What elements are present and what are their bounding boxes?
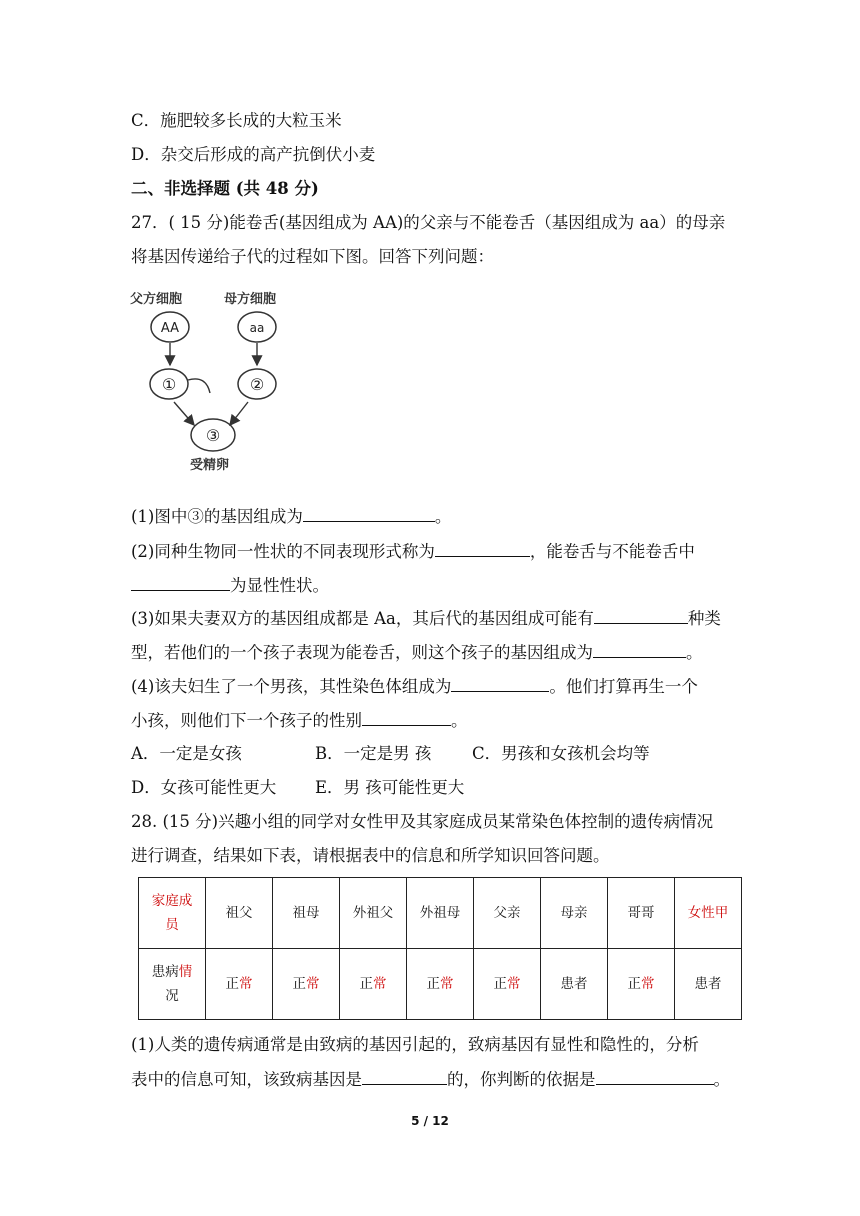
arrow-egg-to-zygote xyxy=(230,402,248,425)
q27-sub2-line2 xyxy=(131,574,329,597)
q27-sub4-line1 xyxy=(131,675,698,698)
answer-blank-sex-chromosomes[interactable] xyxy=(451,675,549,692)
member-maternal-grandfather: 外祖父 xyxy=(340,878,407,949)
member-grandfather: 祖父 xyxy=(206,878,273,949)
q27-sub3-line2 xyxy=(131,641,703,664)
table-status-row xyxy=(139,949,742,1020)
q27-sub3-line1 xyxy=(131,607,721,630)
option-d: D．杂交后形成的高产抗倒伏小麦 xyxy=(131,145,376,164)
q28-sub1-line1: (1)人类的遗传病通常是由致病的基因引起的，致病基因有显性和隐性的，分析 xyxy=(131,1035,699,1054)
member-mother: 母亲 xyxy=(541,878,608,949)
sperm-number: ① xyxy=(161,375,177,394)
answer-blank-relative-traits[interactable] xyxy=(435,540,530,557)
q27-option-d: D．女孩可能性更大 xyxy=(131,778,277,797)
father-genotype: AA xyxy=(160,321,180,336)
member-maternal-grandmother: 外祖母 xyxy=(407,878,474,949)
status-maternal-grandmother: 正常 xyxy=(407,949,474,1020)
zygote-number: ③ xyxy=(205,426,221,445)
status-label-line2: 况 xyxy=(165,988,179,1004)
answer-blank-reason[interactable] xyxy=(596,1068,714,1085)
table-header-row xyxy=(139,878,742,949)
status-grandfather: 正常 xyxy=(206,949,273,1020)
q27-sub4-text-a: (4)该夫妇生了一个男孩，其性染色体组成为 xyxy=(131,677,452,696)
q27-sub4-text-d: 。 xyxy=(451,711,468,730)
q27-option-b: B．一定是男 孩 xyxy=(315,744,432,763)
status-label-part2: 情 xyxy=(178,964,193,980)
q27-sub1-text: (1)图中③的基因组成为 xyxy=(131,507,303,526)
sperm-tail xyxy=(188,379,210,393)
answer-blank-genotype-types[interactable] xyxy=(594,607,688,624)
header-label-cell xyxy=(139,878,206,949)
q28-sub1-text-c: 。 xyxy=(713,1070,730,1089)
q27-sub2-text-b: ，能卷舌与不能卷舌中 xyxy=(529,542,695,561)
zygote-label: 受精卵 xyxy=(190,458,230,473)
q28-sub1-text-a: 表中的信息可知，该致病基因是 xyxy=(131,1070,362,1089)
q27-sub2-text-a: (2)同种生物同一性状的不同表现形式称为 xyxy=(131,542,435,561)
status-female-a: 患者 xyxy=(675,949,742,1020)
q28-sub1-line2 xyxy=(131,1068,730,1091)
q27-sub2-line1 xyxy=(131,540,695,563)
father-cell-label: 父方细胞 xyxy=(130,292,183,307)
egg-number: ② xyxy=(249,375,265,394)
status-brother: 正常 xyxy=(608,949,675,1020)
q28-stem-line1: 28. (15 分)兴趣小组的同学对女性甲及其家庭成员某常染色体控制的遗传病情况 xyxy=(131,812,714,831)
q27-sub3-text-c: 型，若他们的一个孩子表现为能卷舌，则这个孩子的基因组成为 xyxy=(131,643,593,662)
mother-cell-label: 母方细胞 xyxy=(224,292,277,307)
answer-blank-child-genotype[interactable] xyxy=(593,641,686,658)
answer-blank-gene-type[interactable] xyxy=(362,1068,447,1085)
q27-sub3-text-d: 。 xyxy=(686,643,703,662)
q27-sub1-end: 。 xyxy=(434,507,452,526)
answer-blank-dominant-trait[interactable] xyxy=(131,574,230,591)
q27-sub1 xyxy=(131,505,451,528)
q27-option-c: C．男孩和女孩机会均等 xyxy=(472,744,650,763)
q28-stem-line2: 进行调查，结果如下表，请根据表中的信息和所学知识回答问题。 xyxy=(131,846,610,865)
q27-sub4-text-b: 。他们打算再生一个 xyxy=(549,677,698,696)
q27-stem-line2: 将基因传递给子代的过程如下图。回答下列问题： xyxy=(131,247,494,266)
q27-option-e: E．男 孩可能性更大 xyxy=(315,778,465,797)
answer-blank-genotype-3[interactable] xyxy=(303,505,435,522)
q27-sub3-text-b: 种类 xyxy=(687,609,721,628)
q28-sub1-text-b: 的，你判断的依据是 xyxy=(447,1070,596,1089)
arrow-sperm-to-zygote xyxy=(174,402,194,425)
q27-sub4-line2 xyxy=(131,709,468,732)
status-father: 正常 xyxy=(474,949,541,1020)
member-female-a: 女性甲 xyxy=(675,878,742,949)
q27-sub4-text-c: 小孩，则他们下一个孩子的性别 xyxy=(131,711,362,730)
q27-option-a: A．一定是女孩 xyxy=(131,744,242,763)
header-label-line2: 员 xyxy=(165,917,179,933)
q27-sub3-text-a: (3)如果夫妻双方的基因组成都是 Aa，其后代的基因组成可能有 xyxy=(131,609,594,628)
header-label-line1: 家庭成 xyxy=(151,893,193,909)
option-c: C．施肥较多长成的大粒玉米 xyxy=(131,111,342,130)
mother-genotype: aa xyxy=(249,321,265,335)
q27-stem-line1: 27．( 15 分)能卷舌(基因组成为 AA)的父亲与不能卷舌（基因组成为 aa）的母亲 xyxy=(131,213,726,232)
member-grandmother: 祖母 xyxy=(273,878,340,949)
status-label-cell xyxy=(139,949,206,1020)
family-survey-table xyxy=(138,877,742,1020)
gene-transmission-diagram xyxy=(128,285,298,475)
member-father: 父亲 xyxy=(474,878,541,949)
status-maternal-grandfather: 正常 xyxy=(340,949,407,1020)
section-heading: 二、非选择题 (共 48 分) xyxy=(131,179,319,198)
page-number: 5 / 12 xyxy=(411,1114,449,1128)
q27-sub2-text-c: 为显性性状。 xyxy=(230,576,329,595)
status-label-part1: 患病 xyxy=(151,964,179,980)
answer-blank-next-child-sex[interactable] xyxy=(362,709,451,726)
status-grandmother: 正常 xyxy=(273,949,340,1020)
status-mother: 患者 xyxy=(541,949,608,1020)
member-brother: 哥哥 xyxy=(608,878,675,949)
